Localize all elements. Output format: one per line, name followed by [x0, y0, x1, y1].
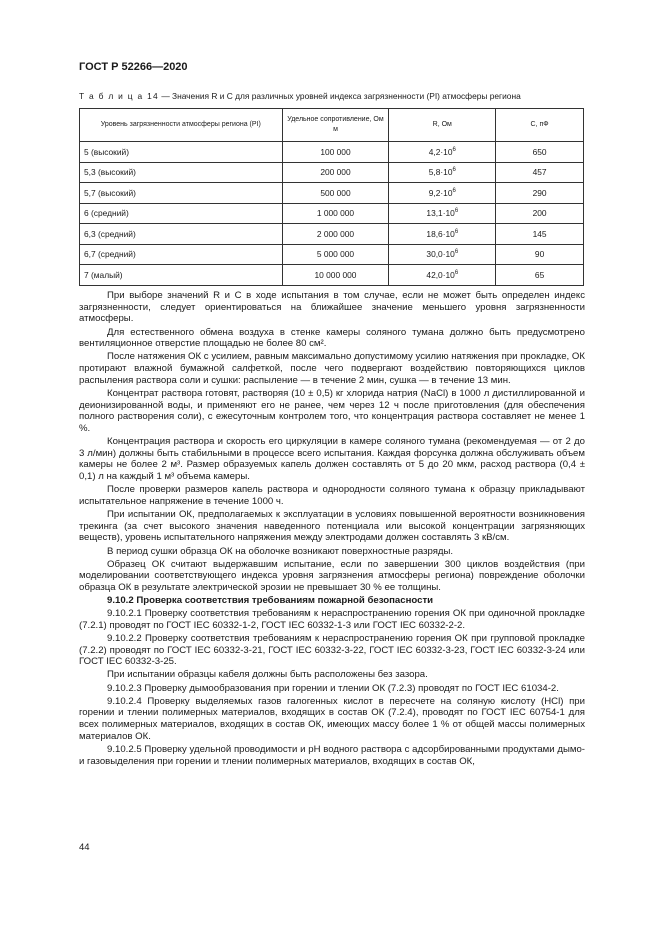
resistance-cell — [389, 244, 496, 265]
table-row — [80, 203, 584, 224]
table-row — [80, 265, 584, 286]
paragraph: Образец ОК считают выдержавшим испытание, если по завершении 300 циклов воздействия (при моделировании соответствующего индекса уровня загрязнения атмосферы региона) повреждение оболочки образца ОК в результате электрической эрозии не превышает 30 % ее толщины. — [79, 558, 585, 593]
table-row — [80, 162, 584, 183]
resistivity-cell: 100 000 — [282, 142, 389, 163]
paragraph: После проверки размеров капель раствора и однородности соляного тумана к образцу прикладывают испытательное напряжение в течение 1000 ч. — [79, 484, 585, 507]
resistance-base: 5,8·10 — [428, 167, 453, 178]
paragraph: 9.10.2.5 Проверку удельной проводимости и рН водного раствора с адсорбированными продуктами дымо- и газовыделения при горении и тлении полимерных материалов, входящих в состав ОК, — [79, 743, 585, 767]
resistivity-cell: 5 000 000 — [282, 244, 389, 265]
resistivity-cell: 200 000 — [282, 162, 389, 183]
level-cell: 6,3 (средний) — [80, 224, 283, 245]
page-number: 44 — [79, 842, 90, 853]
resistance-base: 42,0·10 — [426, 269, 455, 280]
paragraph: 9.10.2.4 Проверку выделяемых газов галогенных кислот в пересчете на соляную кислоту (HCl) при горении и тлении полимерных материалов, входящих в состав ОК (7.2.4), проводят по ГОСТ IEC 60754-1 для всех полимерных материалов, входящих в состав ОК, имеющих массу более 1 % от общей массы полимерных материалов ОК. — [79, 695, 585, 742]
resistance-base: 18,6·10 — [426, 228, 455, 239]
resistance-capacitance-table — [79, 108, 584, 286]
table-header-row — [80, 109, 584, 142]
capacitance-cell: 650 — [496, 142, 584, 163]
paragraph: При испытании образцы кабеля должны быть расположены без зазора. — [107, 669, 428, 681]
paragraph: Для естественного обмена воздуха в стенке камеры соляного тумана должно быть предусмотрено вентиляционное отверстие площадью не более 80 см². — [79, 326, 585, 350]
capacitance-cell: 457 — [496, 162, 584, 183]
level-cell: 5,7 (высокий) — [80, 183, 283, 204]
resistivity-cell: 2 000 000 — [282, 224, 389, 245]
resistivity-cell: 1 000 000 — [282, 203, 389, 224]
capacitance-cell: 145 — [496, 224, 584, 245]
resistance-exponent: 6 — [452, 146, 456, 153]
capacitance-cell: 290 — [496, 183, 584, 204]
column-header: R, Ом — [389, 109, 496, 142]
paragraph: Концентрат раствора готовят, растворяя (10 ± 0,5) кг хлорида натрия (NaCl) в 1000 л дистиллированной и деионизированной воды, и применяют его не ранее, чем через 12 ч после приготовления (для обеспечения полного растворения соли), с ежесуточным контролем того, что концентрация раствора составляет не менее 1 %. — [79, 387, 585, 434]
body-text — [79, 290, 585, 769]
resistance-base: 4,2·10 — [428, 146, 453, 157]
paragraph: Концентрация раствора и скорость его циркуляции в камере соляного тумана (рекомендуемая — от 2 до 3 л/мин) должны быть стабильными в процессе всего испытания. Каждая форсунка должна обслуживать объем камеры не более 2 м³. Размер образуемых капель должен составлять от 5 до 20 мкм, расход раствора (0,4 ± 0,1) л на каждый 1 м³ объема камеры. — [79, 436, 585, 483]
resistance-exponent: 6 — [454, 249, 459, 256]
resistance-exponent: 6 — [452, 167, 456, 174]
table-caption-label: Т а б л и ц а 14 — [79, 91, 159, 101]
capacitance-cell: 65 — [496, 265, 584, 286]
resistance-cell — [389, 265, 496, 286]
paragraph: 9.10.2.3 Проверку дымообразования при горении и тлении ОК (7.2.3) проводят по ГОСТ IEC 61034-2. — [107, 682, 559, 694]
column-header: Уровень загрязненности атмосферы региона (PI) — [80, 109, 283, 142]
resistivity-cell: 10 000 000 — [282, 265, 389, 286]
resistance-exponent: 6 — [454, 269, 459, 276]
column-header: Удельное сопротивление, Ом м — [282, 109, 389, 142]
level-cell: 5,3 (высокий) — [80, 162, 283, 183]
table-row — [80, 224, 584, 245]
capacitance-cell: 200 — [496, 203, 584, 224]
table-caption-text: — Значения R и C для различных уровней индекса загрязненности (PI) атмосферы региона — [159, 91, 521, 101]
resistance-base: 13,1·10 — [426, 208, 455, 219]
paragraph: При выборе значений R и C в ходе испытания в том случае, если не может быть определен индекс загрязненности, следует ориентироваться на ближайшее значение меньшего уровня загрязненности атмосферы. — [79, 290, 585, 325]
resistance-exponent: 6 — [454, 228, 459, 235]
resistance-cell — [389, 142, 496, 163]
resistivity-cell: 500 000 — [282, 183, 389, 204]
paragraph: 9.10.2.1 Проверку соответствия требованиям к нераспространению горения ОК при одиночной прокладке (7.2.1) проводят по ГОСТ IEC 60332-1-2, ГОСТ IEC 60332-1-3 или ГОСТ IEC 60332-2-2. — [79, 608, 585, 631]
table-row — [80, 183, 584, 204]
section-heading: 9.10.2 Проверка соответствия требованиям пожарной безопасности — [107, 595, 434, 607]
resistance-exponent: 6 — [452, 187, 456, 194]
level-cell: 6 (средний) — [80, 203, 283, 224]
level-cell: 5 (высокий) — [80, 142, 283, 163]
paragraph: В период сушки образца ОК на оболочке возникают поверхностные разряды. — [107, 545, 454, 557]
resistance-cell — [389, 183, 496, 204]
paragraph: 9.10.2.2 Проверку соответствия требованиям к нераспространению горения ОК при групповой прокладке (7.2.2) проводят по ГОСТ IEC 60332-3-21, ГОСТ IEC 60332-3-22, ГОСТ IEC 60332-3-23, ГОСТ IEC 60332-3-24 или ГОСТ IEC 60332-3-25. — [79, 632, 585, 668]
table-row — [80, 244, 584, 265]
capacitance-cell: 90 — [496, 244, 584, 265]
table-caption — [79, 91, 521, 101]
table-row — [80, 142, 584, 163]
column-header: C, пФ — [496, 109, 584, 142]
document-header: ГОСТ Р 52266—2020 — [79, 61, 188, 73]
paragraph: После натяжения ОК с усилием, равным максимально допустимому усилию натяжения при прокладке, ОК протирают влажной бумажной салфеткой, после чего подвергают воздействию повторяющихся циклов распыления раствора соли и сушки: распыление — в течение 2 мин, сушка — в течение 13 мин. — [79, 351, 585, 386]
resistance-base: 9,2·10 — [428, 187, 453, 198]
level-cell: 7 (малый) — [80, 265, 283, 286]
paragraph: При испытании ОК, предполагаемых к эксплуатации в условиях повышенной вероятности возникновения трекинга (за счет высокого значения наведенного потенциала или высокой концентрации загрязняющих веществ), уровень испытательного напряжения между электродами должен составлять 3 кВ/см. — [79, 509, 585, 544]
resistance-cell — [389, 224, 496, 245]
resistance-exponent: 6 — [454, 208, 459, 215]
resistance-base: 30,0·10 — [426, 249, 455, 260]
resistance-cell — [389, 203, 496, 224]
resistance-cell — [389, 162, 496, 183]
level-cell: 6,7 (средний) — [80, 244, 283, 265]
